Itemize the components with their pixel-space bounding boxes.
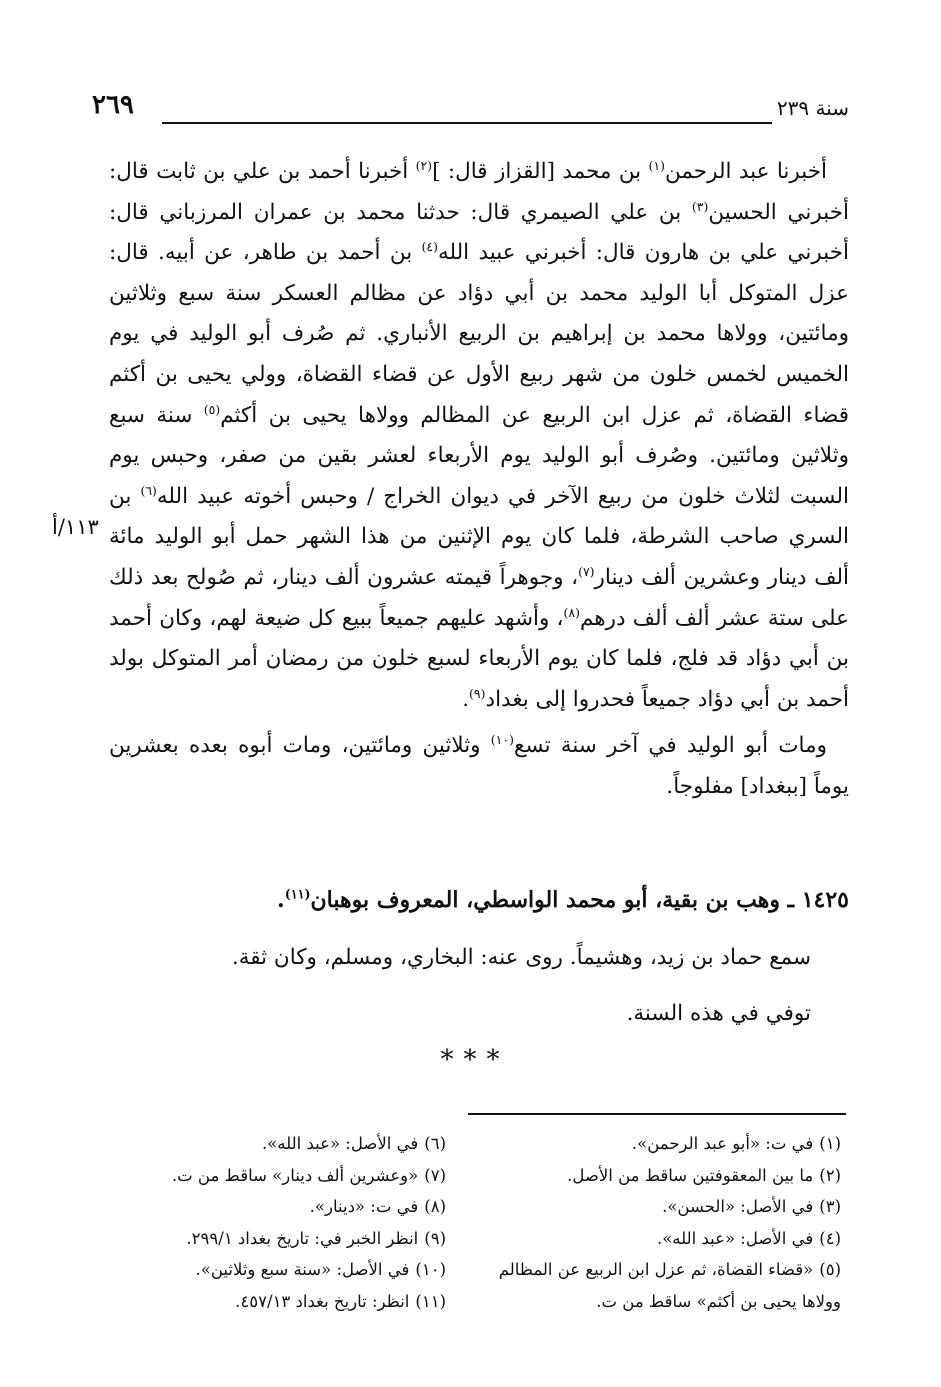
- footnote-ref-3[interactable]: (٣): [691, 198, 709, 214]
- footnote-2: (٢)ما بين المعقوفتين ساقط من الأصل.: [567, 1165, 841, 1185]
- manuscript-folio-ref: ١١٣/أ: [52, 515, 99, 539]
- entry-body: [111, 930, 811, 1042]
- footnote-6: (٦)في الأصل: «عبد الله».: [261, 1134, 446, 1153]
- section-separator: ***: [440, 1045, 510, 1075]
- footnote-ref-5[interactable]: (٥): [203, 401, 221, 417]
- footnote-ref-6[interactable]: (٦): [140, 482, 157, 498]
- footnote-8: (٨)في ت: «دينار».: [309, 1197, 446, 1216]
- footnote-7: (٧)«وعشرين ألف دينار» ساقط من ت.: [171, 1165, 446, 1185]
- main-text: [109, 152, 849, 808]
- entry-line-2: توفي في هذه السنة.: [626, 1001, 811, 1026]
- footnotes-right-column: [481, 1128, 841, 1317]
- footnote-ref-10[interactable]: (١٠): [490, 732, 514, 748]
- footnote-ref-8[interactable]: (٨): [563, 604, 580, 620]
- footnote-ref-9[interactable]: (٩): [469, 685, 486, 701]
- footnote-5: (٥)«قضاء القضاة، ثم عزل ابن الربيع عن المظالم وولاها يحيى بن أكثم» ساقط من ت.: [498, 1260, 841, 1311]
- footnote-4: (٤)في الأصل: «عبد الله».: [656, 1228, 841, 1248]
- footnote-ref-2[interactable]: (٢): [415, 157, 433, 173]
- footnote-ref-1[interactable]: (١): [648, 157, 665, 173]
- footnote-3: (٣)في الأصل: «الحسن».: [662, 1197, 841, 1216]
- page-number: ٢٦٩: [92, 90, 134, 120]
- entry-line-1: سمع حماد بن زيد، وهشيماً. روى عنه: البخاري، ومسلم، وكان ثقة.: [231, 945, 811, 970]
- paragraph-1: أخبرنا عبد الرحمن$^{(١)}$ بن محمد [القزاز قال: ]$^{(٢)}$ أخبرنا أحمد بن علي بن ثابت قال: أخبرني الحسين$^{(٣)}$ بن علي الصيمري قال: حدثنا محمد بن عمران المرزباني قال: أخبرني علي بن هارون قال: أخبرني عبيد الله$^{(٤)}$ بن أحمد بن طاهر، عن أبيه. قال: عزل المتوكل أبا الوليد محمد بن أبي دؤاد عن مظالم العسكر سنة سبع وثلاثين ومائتين، وولاها محمد بن إبراهيم بن الربيع الأنباري. ثم صُرف أبو الوليد في يوم الخميس لخمس خلون من شهر ربيع الأول عن قضاء القضاة، وولي يحيى بن أكثم قضاء القضاة، ثم عزل ابن الربيع عن المظالم وولاها يحيى بن أكثم$^{(٥)}$ سنة سبع وثلاثين ومائتين. وصُرف أبو الوليد يوم الأربعاء لعشر بقين من صفر، وحبس يوم السبت لثلاث خلون من ربيع الآخر في ديوان الخراج / وحبس أخوته عبيد الله$^{(٦)}$ بن السري صاحب الشرطة، فلما كان يوم الإثنين من هذا الشهر حمل أبو الوليد مائة ألف دينار وعشرين ألف دينار$^{(٧)}$، وجوهراً قيمته عشرون ألف دينار، ثم صُولح بعد ذلك على ستة عشر ألف ألف درهم$^{(٨)}$، وأشهد عليهم جميعاً ببيع كل ضيعة لهم، وكان أحمد بن أبي دؤاد قد فلج، فلما كان يوم الأربعاء لسبع خلون من رمضان أمر المتوكل بولد أحمد بن أبي دؤاد جميعاً فحدروا إلى بغداد$^{(٩)}$.: [109, 157, 849, 712]
- footnote-ref-7[interactable]: (٧): [578, 563, 595, 579]
- footnote-ref-4[interactable]: (٤): [421, 239, 438, 255]
- entry-heading: ١٤٢٥ ـ وهب بن بقية، أبو محمد الواسطي، المعروف بوهبان$^{(١١)}$.: [277, 887, 849, 913]
- footnote-9: (٩)انظر الخبر في: تاريخ بغداد ٢٩٩/١.: [186, 1228, 446, 1248]
- footnote-ref-11[interactable]: (١١): [284, 887, 311, 903]
- footnote-1: (١)في ت: «أبو عبد الرحمن».: [631, 1134, 841, 1153]
- footnote-rule: [468, 1113, 846, 1115]
- footnotes-left-column: [116, 1128, 446, 1317]
- paragraph-2: ومات أبو الوليد في آخر سنة تسع$^{(١٠)}$ وثلاثين ومائتين، ومات أبوه بعده بعشرين يوماً [ببغداد] مفلوجاً.: [109, 732, 849, 799]
- running-head-year: سنة ٢٣٩: [776, 96, 849, 120]
- footnote-11: (١١)انظر: تاريخ بغداد ٤٥٧/١٣.: [235, 1291, 446, 1311]
- header-rule: [162, 122, 772, 124]
- footnote-10: (١٠)في الأصل: «سنة سبع وثلاثين».: [195, 1260, 446, 1279]
